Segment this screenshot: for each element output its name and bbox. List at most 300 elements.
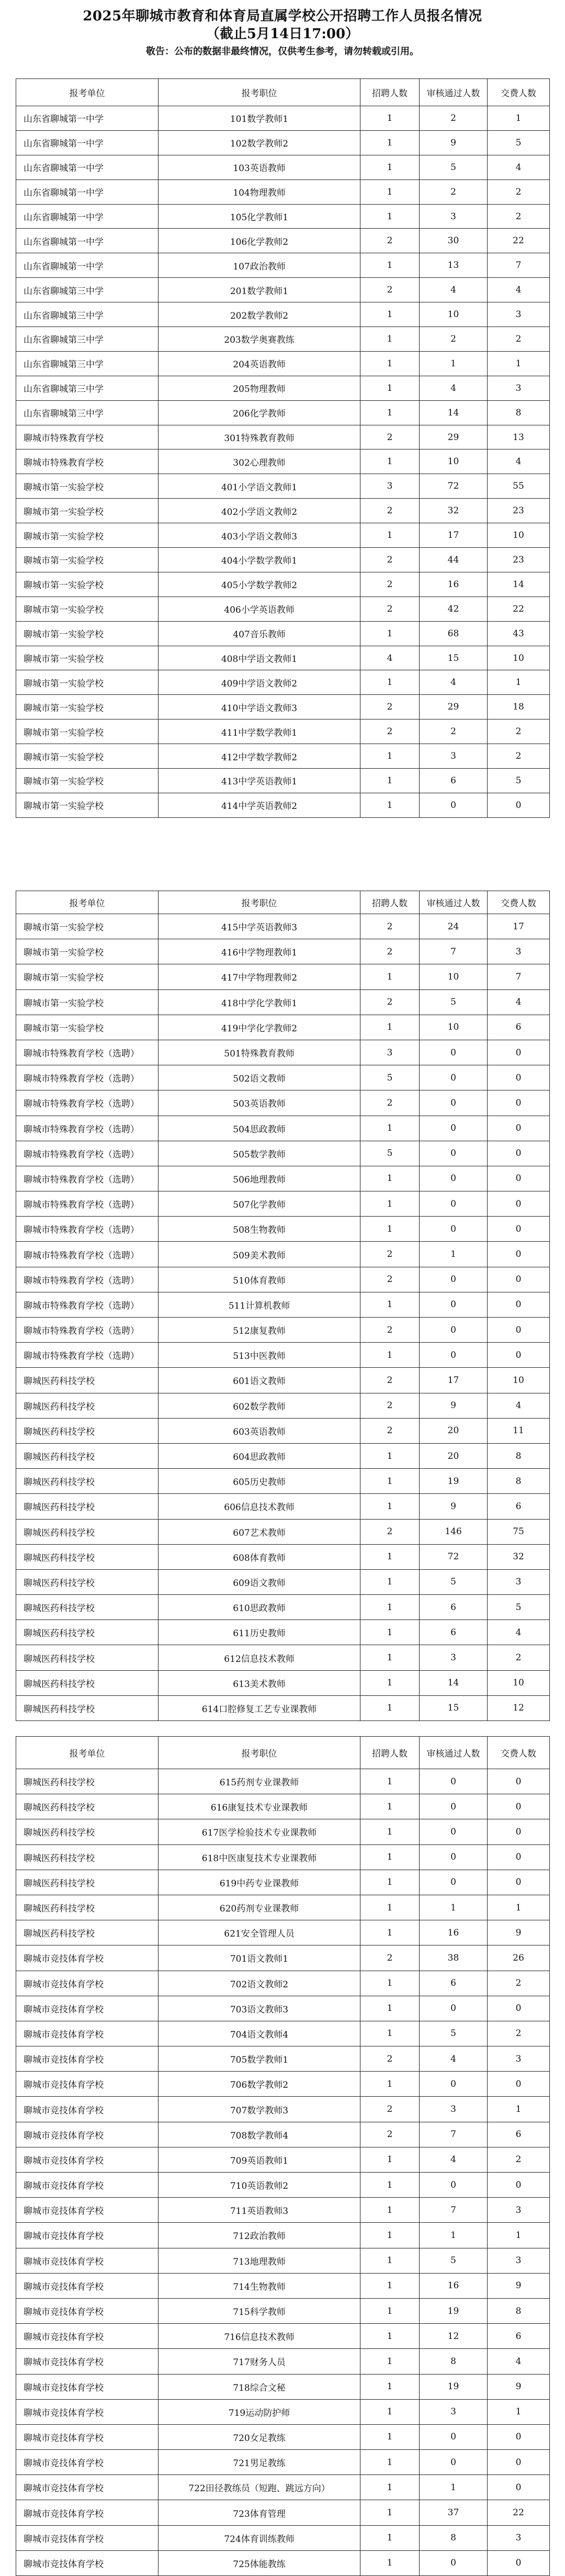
paid-cell: 0: [488, 1318, 550, 1343]
quota-cell: 1: [360, 1544, 420, 1569]
position-cell: 603英语教师: [159, 1418, 360, 1443]
quota-cell: 1: [360, 1645, 420, 1670]
approved-cell: 3: [420, 744, 488, 769]
position-cell: 616康复技术专业课教师: [159, 1794, 360, 1819]
paid-cell: 10: [488, 646, 550, 670]
position-cell: 614口腔修复工艺专业课教师: [159, 1695, 360, 1720]
paid-cell: 11: [488, 1418, 550, 1443]
paid-cell: 6: [488, 2324, 550, 2349]
quota-cell: 1: [360, 204, 420, 229]
approved-cell: 0: [420, 1844, 488, 1870]
approved-cell: 16: [420, 572, 488, 597]
position-cell: 710英语教师2: [159, 2173, 360, 2198]
position-cell: 701语文教师1: [159, 1945, 360, 1971]
approved-cell: 12: [420, 2324, 488, 2349]
unit-cell: 聊城市第一实验学校: [16, 793, 159, 817]
unit-cell: 聊城医药科技学校: [16, 1544, 159, 1569]
table-row: [16, 2223, 550, 2248]
position-cell: 722田径教练员（短跑、跳远方向）: [159, 2475, 360, 2500]
quota-cell: 1: [360, 155, 420, 179]
unit-cell: 聊城市特殊教育学校（选聘）: [16, 1242, 159, 1267]
approved-cell: 20: [420, 1443, 488, 1468]
table-row: [16, 474, 550, 499]
unit-cell: 山东省聊城第一中学: [16, 229, 159, 253]
unit-cell: 聊城市特殊教育学校: [16, 449, 159, 474]
table-row: [16, 1769, 550, 1794]
approved-cell: 0: [420, 2072, 488, 2097]
approved-cell: 6: [420, 769, 488, 793]
quota-cell: 1: [360, 1166, 420, 1191]
paid-cell: 3: [488, 939, 550, 964]
approved-cell: 0: [420, 1318, 488, 1343]
table-row: [16, 2450, 550, 2475]
paid-cell: 5: [488, 130, 550, 155]
approved-cell: 0: [420, 2173, 488, 2198]
position-cell: 703语文教师3: [159, 1996, 360, 2021]
paid-cell: 6: [488, 2122, 550, 2147]
table-header-row: [16, 1737, 550, 1769]
column-header: 报考单位: [16, 1737, 159, 1769]
table-row: [16, 1494, 550, 1519]
approved-cell: 1: [420, 351, 488, 376]
paid-cell: 2: [488, 719, 550, 744]
approved-cell: 1: [420, 1895, 488, 1920]
column-header: 招聘人数: [360, 891, 420, 914]
position-cell: 408中学语文教师1: [159, 646, 360, 670]
column-header: 报考职位: [159, 1737, 360, 1769]
unit-cell: 聊城医药科技学校: [16, 1794, 159, 1819]
position-cell: 721男足教练: [159, 2450, 360, 2475]
approved-cell: 6: [420, 1971, 488, 1996]
paid-cell: 4: [488, 278, 550, 302]
position-cell: 605历史教师: [159, 1469, 360, 1494]
position-cell: 706数学教师2: [159, 2072, 360, 2097]
position-cell: 702语文教师2: [159, 1971, 360, 1996]
paid-cell: 4: [488, 2349, 550, 2374]
table-row: [16, 597, 550, 621]
unit-cell: 聊城市第一实验学校: [16, 914, 159, 939]
approved-cell: 0: [420, 793, 488, 817]
position-cell: 719运动防护师: [159, 2399, 360, 2424]
position-cell: 106化学教师2: [159, 229, 360, 253]
table-row: [16, 1343, 550, 1368]
quota-cell: 1: [360, 2374, 420, 2399]
unit-cell: 聊城市竞技体育学校: [16, 2298, 159, 2323]
table-row: [16, 1242, 550, 1267]
position-cell: 604思政教师: [159, 1443, 360, 1468]
quota-cell: 2: [360, 1242, 420, 1267]
quota-cell: 1: [360, 1191, 420, 1217]
quota-cell: 1: [360, 1670, 420, 1695]
quota-cell: 2: [360, 1267, 420, 1292]
paid-cell: 55: [488, 474, 550, 499]
approved-cell: 19: [420, 2298, 488, 2323]
paid-cell: 23: [488, 548, 550, 572]
paid-cell: 3: [488, 2525, 550, 2550]
approved-cell: 24: [420, 914, 488, 939]
table-row: [16, 1870, 550, 1895]
quota-cell: 2: [360, 499, 420, 523]
position-cell: 414中学英语教师2: [159, 793, 360, 817]
approved-cell: 13: [420, 253, 488, 278]
quota-cell: 1: [360, 2399, 420, 2424]
position-cell: 103英语教师: [159, 155, 360, 179]
table-row: [16, 1065, 550, 1090]
paid-cell: 2: [488, 2021, 550, 2046]
table-row: [16, 130, 550, 155]
unit-cell: 聊城市竞技体育学校: [16, 1945, 159, 1971]
paid-cell: 43: [488, 621, 550, 646]
approved-cell: 37: [420, 2500, 488, 2525]
quota-cell: 2: [360, 1090, 420, 1116]
paid-cell: 9: [488, 1920, 550, 1945]
table-row: [16, 1519, 550, 1544]
paid-cell: 5: [488, 769, 550, 793]
paid-cell: 2: [488, 179, 550, 204]
quota-cell: 1: [360, 1620, 420, 1645]
table-row: [16, 425, 550, 449]
approved-cell: 0: [420, 2450, 488, 2475]
paid-cell: 4: [488, 1393, 550, 1418]
approved-cell: 17: [420, 1368, 488, 1393]
table-row: [16, 1015, 550, 1040]
paid-cell: 2: [488, 1645, 550, 1670]
position-cell: 725体能教练: [159, 2550, 360, 2575]
quota-cell: 1: [360, 2525, 420, 2550]
page-title: 2025年聊城市教育和体育局直属学校公开招聘工作人员报名情况: [83, 8, 482, 24]
paid-cell: 8: [488, 1469, 550, 1494]
quota-cell: 1: [360, 1794, 420, 1819]
position-cell: 501特殊教育教师: [159, 1040, 360, 1065]
approved-cell: 10: [420, 964, 488, 989]
paid-cell: 0: [488, 1794, 550, 1819]
table-row: [16, 1292, 550, 1317]
paid-cell: 2: [488, 744, 550, 769]
position-cell: 107政治教师: [159, 253, 360, 278]
approved-cell: 32: [420, 499, 488, 523]
paid-cell: 7: [488, 964, 550, 989]
paid-cell: 75: [488, 1519, 550, 1544]
position-cell: 602数学教师: [159, 1393, 360, 1418]
position-cell: 718综合文秘: [159, 2374, 360, 2399]
approved-cell: 16: [420, 2273, 488, 2298]
position-cell: 704语文教师4: [159, 2021, 360, 2046]
approved-cell: 6: [420, 1620, 488, 1645]
approved-cell: 14: [420, 400, 488, 425]
unit-cell: 山东省聊城第一中学: [16, 155, 159, 179]
approved-cell: 0: [420, 1040, 488, 1065]
table-row: [16, 2475, 550, 2500]
position-cell: 407音乐教师: [159, 621, 360, 646]
approved-cell: 0: [420, 1870, 488, 1895]
position-cell: 507化学教师: [159, 1191, 360, 1217]
column-header: 报考单位: [16, 79, 159, 106]
table-row: [16, 1469, 550, 1494]
quota-cell: 1: [360, 2298, 420, 2323]
quota-cell: 2: [360, 719, 420, 744]
quota-cell: 1: [360, 1116, 420, 1141]
unit-cell: 聊城医药科技学校: [16, 1569, 159, 1594]
approved-cell: 6: [420, 1595, 488, 1620]
position-cell: 301特殊教育教师: [159, 425, 360, 449]
table-row: [16, 2298, 550, 2323]
position-cell: 502语文教师: [159, 1065, 360, 1090]
unit-cell: 聊城市竞技体育学校: [16, 2122, 159, 2147]
paid-cell: 22: [488, 229, 550, 253]
column-header: 报考职位: [159, 79, 360, 106]
quota-cell: 3: [360, 474, 420, 499]
paid-cell: 0: [488, 1769, 550, 1794]
quota-cell: 1: [360, 2147, 420, 2172]
paid-cell: 0: [488, 2475, 550, 2500]
position-cell: 716信息技术教师: [159, 2324, 360, 2349]
position-cell: 723体育管理: [159, 2500, 360, 2525]
paid-cell: 10: [488, 1670, 550, 1695]
table-row: [16, 2349, 550, 2374]
paid-cell: 23: [488, 499, 550, 523]
table-row: [16, 1040, 550, 1065]
approved-cell: 0: [420, 1090, 488, 1116]
table-row: [16, 1418, 550, 1443]
table-row: [16, 1920, 550, 1945]
approved-cell: 19: [420, 2374, 488, 2399]
quota-cell: 1: [360, 2223, 420, 2248]
table-row: [16, 1670, 550, 1695]
quota-cell: 5: [360, 1141, 420, 1166]
table-row: [16, 1794, 550, 1819]
approved-cell: 0: [420, 1343, 488, 1368]
approved-cell: 38: [420, 1945, 488, 1971]
table-header-row: [16, 891, 550, 914]
unit-cell: 聊城市第一实验学校: [16, 523, 159, 548]
quota-cell: 1: [360, 1844, 420, 1870]
paid-cell: 6: [488, 1494, 550, 1519]
quota-cell: 1: [360, 2198, 420, 2223]
approved-cell: 14: [420, 1670, 488, 1695]
table-row: [16, 2173, 550, 2198]
table-row: [16, 278, 550, 302]
position-cell: 617医学检验技术专业课教师: [159, 1819, 360, 1844]
unit-cell: 聊城医药科技学校: [16, 1595, 159, 1620]
unit-cell: 聊城医药科技学校: [16, 1519, 159, 1544]
paid-cell: 3: [488, 2198, 550, 2223]
position-cell: 411中学数学教师1: [159, 719, 360, 744]
quota-cell: 1: [360, 1217, 420, 1242]
approved-cell: 4: [420, 2147, 488, 2172]
unit-cell: 聊城医药科技学校: [16, 1368, 159, 1393]
approved-cell: 7: [420, 2122, 488, 2147]
approved-cell: 7: [420, 939, 488, 964]
quota-cell: 1: [360, 2550, 420, 2575]
unit-cell: 聊城市第一实验学校: [16, 1015, 159, 1040]
approved-cell: 0: [420, 2550, 488, 2575]
table-row: [16, 1116, 550, 1141]
paid-cell: 9: [488, 2374, 550, 2399]
registration-table-1: [16, 78, 550, 818]
quota-cell: 1: [360, 1494, 420, 1519]
unit-cell: 山东省聊城第三中学: [16, 351, 159, 376]
paid-cell: 8: [488, 1443, 550, 1468]
approved-cell: 4: [420, 670, 488, 695]
quota-cell: 1: [360, 1920, 420, 1945]
quota-cell: 1: [360, 1292, 420, 1317]
table-row: [16, 449, 550, 474]
unit-cell: 聊城医药科技学校: [16, 1393, 159, 1418]
unit-cell: 山东省聊城第三中学: [16, 302, 159, 327]
quota-cell: 1: [360, 1443, 420, 1468]
paid-cell: 13: [488, 425, 550, 449]
paid-cell: 3: [488, 1569, 550, 1594]
column-header: 招聘人数: [360, 1737, 420, 1769]
registration-table-3: [16, 1736, 550, 2576]
quota-cell: 1: [360, 302, 420, 327]
table-row: [16, 2399, 550, 2424]
position-cell: 720女足教练: [159, 2424, 360, 2449]
quota-cell: 1: [360, 2072, 420, 2097]
approved-cell: 15: [420, 646, 488, 670]
position-cell: 417中学物理教师2: [159, 964, 360, 989]
position-cell: 206化学教师: [159, 400, 360, 425]
approved-cell: 0: [420, 1819, 488, 1844]
position-cell: 419中学化学教师2: [159, 1015, 360, 1040]
unit-cell: 山东省聊城第三中学: [16, 278, 159, 302]
approved-cell: 0: [420, 1292, 488, 1317]
table-row: [16, 1645, 550, 1670]
position-cell: 405小学数学教师2: [159, 572, 360, 597]
column-header: 审核通过人数: [420, 1737, 488, 1769]
position-cell: 302心理教师: [159, 449, 360, 474]
approved-cell: 3: [420, 204, 488, 229]
approved-cell: 1: [420, 1242, 488, 1267]
table-row: [16, 1544, 550, 1569]
column-header: 审核通过人数: [420, 79, 488, 106]
unit-cell: 聊城医药科技学校: [16, 1620, 159, 1645]
column-header: 招聘人数: [360, 79, 420, 106]
position-cell: 724体育训练教师: [159, 2525, 360, 2550]
table-row: [16, 2525, 550, 2550]
table-row: [16, 1368, 550, 1393]
table-row: [16, 1695, 550, 1720]
table-row: [16, 2273, 550, 2298]
approved-cell: 1: [420, 2223, 488, 2248]
position-cell: 510体育教师: [159, 1267, 360, 1292]
approved-cell: 146: [420, 1519, 488, 1544]
quota-cell: 1: [360, 744, 420, 769]
paid-cell: 1: [488, 351, 550, 376]
approved-cell: 0: [420, 1065, 488, 1090]
quota-cell: 1: [360, 1569, 420, 1594]
quota-cell: 1: [360, 2273, 420, 2298]
quota-cell: 1: [360, 670, 420, 695]
position-cell: 714生物教师: [159, 2273, 360, 2298]
table-row: [16, 1819, 550, 1844]
paid-cell: 10: [488, 1368, 550, 1393]
paid-cell: 17: [488, 914, 550, 939]
unit-cell: 聊城市竞技体育学校: [16, 2324, 159, 2349]
unit-cell: 聊城医药科技学校: [16, 1870, 159, 1895]
paid-cell: 2: [488, 327, 550, 352]
approved-cell: 29: [420, 695, 488, 719]
position-cell: 611历史教师: [159, 1620, 360, 1645]
approved-cell: 72: [420, 1544, 488, 1569]
unit-cell: 聊城医药科技学校: [16, 1469, 159, 1494]
unit-cell: 聊城医药科技学校: [16, 1670, 159, 1695]
quota-cell: 2: [360, 1945, 420, 1971]
paid-cell: 0: [488, 1141, 550, 1166]
position-cell: 713地理教师: [159, 2248, 360, 2273]
position-cell: 608体育教师: [159, 1544, 360, 1569]
quota-cell: 1: [360, 1971, 420, 1996]
table-row: [16, 670, 550, 695]
table-row: [16, 1620, 550, 1645]
approved-cell: 0: [420, 1267, 488, 1292]
quota-cell: 1: [360, 106, 420, 131]
quota-cell: 1: [360, 793, 420, 817]
quota-cell: 2: [360, 548, 420, 572]
quota-cell: 1: [360, 253, 420, 278]
unit-cell: 聊城医药科技学校: [16, 1920, 159, 1945]
table-row: [16, 1996, 550, 2021]
unit-cell: 聊城市竞技体育学校: [16, 2046, 159, 2072]
position-cell: 607艺术教师: [159, 1519, 360, 1544]
position-cell: 410中学语文教师3: [159, 695, 360, 719]
table-row: [16, 1569, 550, 1594]
unit-cell: 聊城医药科技学校: [16, 1769, 159, 1794]
approved-cell: 42: [420, 597, 488, 621]
paid-cell: 0: [488, 2450, 550, 2475]
table-row: [16, 2248, 550, 2273]
table-row: [16, 1141, 550, 1166]
unit-cell: 聊城市特殊教育学校（选聘）: [16, 1166, 159, 1191]
unit-cell: 聊城市第一实验学校: [16, 572, 159, 597]
quota-cell: 1: [360, 1469, 420, 1494]
approved-cell: 10: [420, 449, 488, 474]
approved-cell: 30: [420, 229, 488, 253]
table-row: [16, 939, 550, 964]
approved-cell: 0: [420, 1217, 488, 1242]
quota-cell: 2: [360, 278, 420, 302]
approved-cell: 0: [420, 1141, 488, 1166]
paid-cell: 0: [488, 1343, 550, 1368]
paid-cell: 0: [488, 1996, 550, 2021]
table-row: [16, 2122, 550, 2147]
paid-cell: 8: [488, 400, 550, 425]
table-row: [16, 1393, 550, 1418]
quota-cell: 1: [360, 2500, 420, 2525]
position-cell: 705数学教师1: [159, 2046, 360, 2072]
position-cell: 102数学教师2: [159, 130, 360, 155]
table-row: [16, 989, 550, 1015]
unit-cell: 聊城市第一实验学校: [16, 719, 159, 744]
column-header: 报考职位: [159, 891, 360, 914]
position-cell: 205物理教师: [159, 376, 360, 400]
paid-cell: 0: [488, 793, 550, 817]
position-cell: 712政治教师: [159, 2223, 360, 2248]
quota-cell: 1: [360, 2248, 420, 2273]
paid-cell: 0: [488, 2072, 550, 2097]
position-cell: 508生物教师: [159, 1217, 360, 1242]
paid-cell: 1: [488, 106, 550, 131]
quota-cell: 1: [360, 1595, 420, 1620]
approved-cell: 5: [420, 2021, 488, 2046]
quota-cell: 1: [360, 523, 420, 548]
unit-cell: 聊城市竞技体育学校: [16, 2223, 159, 2248]
approved-cell: 0: [420, 1769, 488, 1794]
approved-cell: 19: [420, 1469, 488, 1494]
table-row: [16, 1595, 550, 1620]
approved-cell: 10: [420, 302, 488, 327]
unit-cell: 聊城医药科技学校: [16, 1418, 159, 1443]
